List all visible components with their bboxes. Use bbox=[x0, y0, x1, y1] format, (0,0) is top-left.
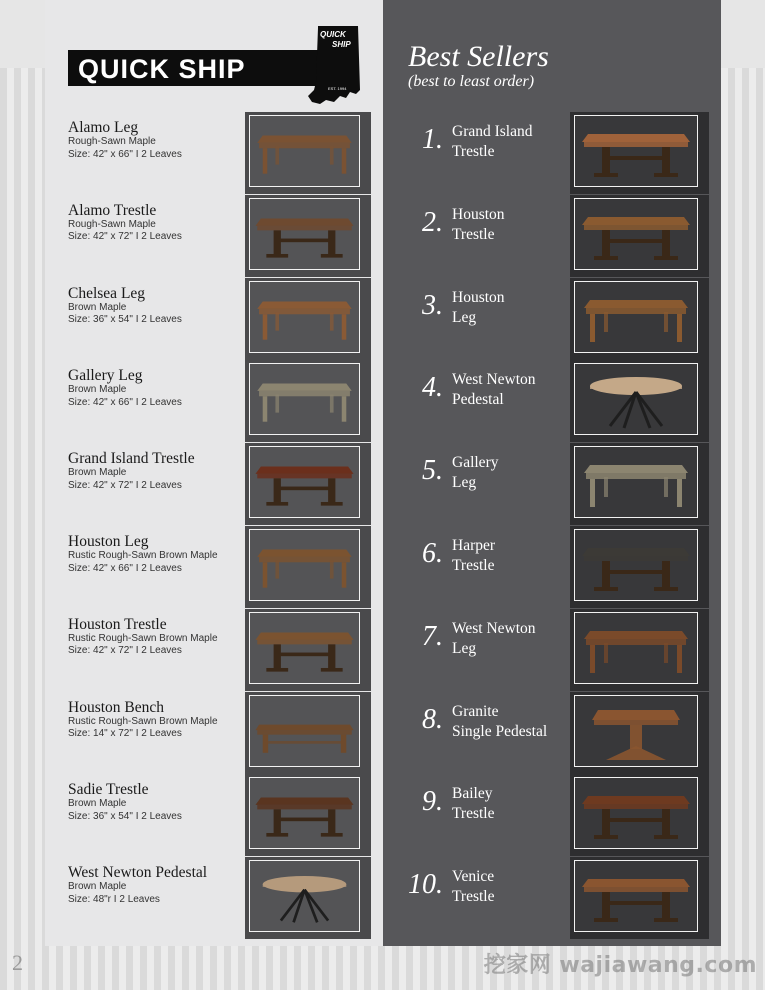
best-seller-photo bbox=[570, 195, 709, 277]
quick-ship-item-wood: Brown Maple bbox=[68, 881, 127, 893]
quick-ship-item-text bbox=[68, 285, 248, 327]
trestle-table-image bbox=[249, 777, 360, 849]
quick-ship-item-text bbox=[68, 616, 248, 658]
trestle-table-image bbox=[574, 777, 698, 849]
best-seller-item bbox=[383, 857, 721, 939]
quick-ship-item-photo bbox=[245, 278, 371, 360]
best-seller-item bbox=[383, 526, 721, 608]
quick-ship-item-wood: Brown Maple bbox=[68, 301, 127, 313]
quick-ship-item-text bbox=[68, 119, 248, 161]
quick-ship-item-size: Size: 42" x 72" I 2 Leaves bbox=[68, 645, 182, 657]
quick-ship-item-photo bbox=[245, 360, 371, 442]
best-seller-name-line1: Bailey bbox=[452, 785, 493, 803]
quick-ship-item-wood: Rough-Sawn Maple bbox=[68, 136, 156, 147]
quick-ship-item-name: Grand Island Trestle bbox=[68, 450, 195, 468]
quick-ship-item bbox=[45, 857, 383, 939]
quick-ship-item bbox=[45, 774, 383, 856]
best-seller-name bbox=[452, 536, 570, 576]
trestle-table-image bbox=[249, 198, 360, 270]
best-sellers-subtitle: (best to least order) bbox=[408, 73, 535, 90]
leg-table-image bbox=[574, 612, 698, 684]
quick-ship-item bbox=[45, 278, 383, 360]
quick-ship-item-name: Houston Trestle bbox=[68, 615, 167, 633]
quick-ship-item-photo bbox=[245, 443, 371, 525]
leg-table-image bbox=[249, 363, 360, 435]
best-seller-name bbox=[452, 619, 570, 659]
quick-ship-item-wood: Rustic Rough-Sawn Brown Maple bbox=[68, 715, 218, 727]
quick-ship-item-size: Size: 42" x 72" I 2 Leaves bbox=[68, 231, 182, 243]
quick-ship-item-text bbox=[68, 202, 248, 244]
quick-ship-item-size: Size: 36" x 54" I 2 Leaves bbox=[68, 314, 182, 326]
best-seller-name bbox=[452, 702, 570, 742]
best-seller-rank: 4. bbox=[422, 372, 443, 404]
best-seller-item bbox=[383, 774, 721, 856]
best-seller-item bbox=[383, 278, 721, 360]
best-seller-name-line2: Pedestal bbox=[452, 391, 504, 409]
leg-table-image bbox=[574, 446, 698, 518]
best-seller-rank: 5. bbox=[422, 455, 443, 487]
best-seller-name bbox=[452, 370, 570, 410]
quick-ship-item bbox=[45, 692, 383, 774]
best-seller-name-line2: Trestle bbox=[452, 225, 495, 243]
quick-ship-item-size: Size: 42" x 72" I 2 Leaves bbox=[68, 479, 182, 491]
quick-ship-item-text bbox=[68, 699, 248, 741]
trestle-table-image bbox=[574, 529, 698, 601]
best-seller-name-line2: Trestle bbox=[452, 557, 495, 574]
best-seller-rank: 6. bbox=[422, 538, 443, 569]
best-seller-name-line1: Houston bbox=[452, 288, 505, 306]
quick-ship-item-size: Size: 14" x 72" I 2 Leaves bbox=[68, 728, 182, 740]
bench-image bbox=[249, 695, 360, 767]
best-seller-name-line1: West Newton bbox=[452, 619, 536, 637]
best-seller-name-line1: Venice bbox=[452, 868, 495, 886]
best-seller-photo bbox=[570, 609, 709, 691]
best-seller-name-line2: Trestle bbox=[452, 143, 495, 160]
best-seller-rank: 8. bbox=[422, 703, 443, 735]
best-seller-name-line1: Granite bbox=[452, 702, 499, 720]
quick-ship-item-photo bbox=[245, 857, 371, 939]
best-seller-name bbox=[452, 867, 570, 907]
quick-ship-item bbox=[45, 443, 383, 525]
badge-line1: QUICK bbox=[320, 30, 346, 39]
quick-ship-item-wood: Rustic Rough-Sawn Brown Maple bbox=[68, 632, 218, 644]
best-seller-name-line1: Harper bbox=[452, 537, 496, 554]
trestle-table-image bbox=[249, 612, 360, 684]
quick-ship-item-size: Size: 42" x 66" I 2 Leaves bbox=[68, 396, 182, 408]
page-number: 2 bbox=[12, 950, 23, 975]
quick-ship-item-photo bbox=[245, 609, 371, 691]
quick-ship-item-text bbox=[68, 450, 248, 492]
quick-ship-item-name: Alamo Trestle bbox=[68, 201, 157, 219]
quick-ship-item-size: Size: 42" x 66" I 2 Leaves bbox=[68, 148, 182, 160]
best-seller-name-line2: Trestle bbox=[452, 805, 495, 823]
quick-ship-title: QUICK SHIP bbox=[78, 54, 246, 84]
quick-ship-item-name: West Newton Pedestal bbox=[68, 864, 208, 882]
quick-ship-item bbox=[45, 195, 383, 277]
quick-ship-item-name: Chelsea Leg bbox=[68, 284, 146, 302]
best-seller-name bbox=[452, 205, 570, 245]
quick-ship-item-name: Alamo Leg bbox=[68, 119, 139, 136]
best-seller-name-line2: Leg bbox=[452, 308, 477, 326]
best-seller-name-line1: Grand Island bbox=[452, 123, 533, 140]
best-seller-name-line2: Single Pedestal bbox=[452, 722, 548, 740]
quick-ship-item-photo bbox=[245, 774, 371, 856]
quick-ship-item-text bbox=[68, 864, 248, 906]
best-seller-name bbox=[452, 784, 570, 824]
best-seller-rank: 9. bbox=[422, 786, 443, 818]
trestle-table-image bbox=[574, 860, 698, 932]
badge-small: EST. 1994 bbox=[328, 86, 347, 91]
round-pedestal-image bbox=[574, 363, 698, 435]
best-seller-photo bbox=[570, 360, 709, 442]
watermark: 挖家网 wajiawang.com bbox=[483, 953, 757, 978]
leg-table-image bbox=[249, 115, 360, 187]
best-seller-item bbox=[383, 360, 721, 442]
leg-table-image bbox=[249, 529, 360, 601]
best-seller-item bbox=[383, 195, 721, 277]
quick-ship-item bbox=[45, 360, 383, 442]
round-pedestal-image bbox=[249, 860, 360, 932]
single-pedestal-image bbox=[574, 695, 698, 767]
best-seller-photo bbox=[570, 692, 709, 774]
quick-ship-item-text bbox=[68, 367, 248, 409]
quick-ship-item-photo bbox=[245, 112, 371, 194]
best-seller-name bbox=[452, 288, 570, 328]
best-seller-name-line1: Houston bbox=[452, 205, 505, 223]
indiana-state-icon bbox=[306, 24, 364, 106]
leg-table-image bbox=[574, 281, 698, 353]
best-seller-rank: 3. bbox=[422, 289, 443, 321]
quick-ship-item-wood: Brown Maple bbox=[68, 798, 127, 810]
quick-ship-item-name: Houston Leg bbox=[68, 533, 149, 550]
best-seller-item bbox=[383, 112, 721, 194]
best-seller-name-line1: Gallery bbox=[452, 454, 499, 472]
best-seller-photo bbox=[570, 857, 709, 939]
best-seller-rank: 1. bbox=[422, 124, 443, 155]
best-seller-item bbox=[383, 609, 721, 691]
best-seller-item bbox=[383, 692, 721, 774]
best-seller-photo bbox=[570, 443, 709, 525]
best-seller-name-line1: West Newton bbox=[452, 371, 536, 389]
best-seller-item bbox=[383, 443, 721, 525]
best-seller-name-line2: Leg bbox=[452, 639, 477, 657]
best-seller-name-line2: Trestle bbox=[452, 888, 495, 906]
quick-ship-item-name: Houston Bench bbox=[68, 698, 165, 716]
quick-ship-item-text bbox=[68, 781, 248, 823]
badge-line2: SHIP bbox=[332, 40, 351, 49]
quick-ship-item bbox=[45, 112, 383, 194]
best-seller-rank: 2. bbox=[422, 206, 443, 238]
quick-ship-item-size: Size: 42" x 66" I 2 Leaves bbox=[68, 562, 182, 574]
quick-ship-item-size: Size: 48"r I 2 Leaves bbox=[68, 893, 160, 905]
best-seller-photo bbox=[570, 112, 709, 194]
trestle-table-image bbox=[249, 446, 360, 518]
trestle-table-image bbox=[574, 198, 698, 270]
best-seller-rank: 10. bbox=[408, 869, 443, 901]
quick-ship-item bbox=[45, 609, 383, 691]
best-seller-photo bbox=[570, 774, 709, 856]
quick-ship-item-wood: Rough-Sawn Maple bbox=[68, 218, 156, 230]
best-seller-photo bbox=[570, 526, 709, 608]
quick-ship-item-photo bbox=[245, 526, 371, 608]
quick-ship-item-wood: Brown Maple bbox=[68, 467, 127, 479]
quick-ship-item bbox=[45, 526, 383, 608]
quick-ship-item-name: Sadie Trestle bbox=[68, 781, 149, 799]
quick-ship-item-wood: Brown Maple bbox=[68, 384, 127, 396]
best-sellers-title: Best Sellers bbox=[408, 40, 549, 73]
best-seller-rank: 7. bbox=[422, 620, 443, 652]
quick-ship-item-text bbox=[68, 533, 248, 575]
quick-ship-item-name: Gallery Leg bbox=[68, 367, 143, 385]
best-seller-photo bbox=[570, 278, 709, 360]
quick-ship-item-photo bbox=[245, 195, 371, 277]
quick-ship-item-wood: Rustic Rough-Sawn Brown Maple bbox=[68, 550, 218, 561]
leg-table-image bbox=[249, 281, 360, 353]
quick-ship-item-photo bbox=[245, 692, 371, 774]
quick-ship-item-size: Size: 36" x 54" I 2 Leaves bbox=[68, 810, 182, 822]
best-seller-name bbox=[452, 122, 570, 162]
best-seller-name-line2: Leg bbox=[452, 474, 477, 492]
trestle-table-image bbox=[574, 115, 698, 187]
best-seller-name bbox=[452, 453, 570, 493]
